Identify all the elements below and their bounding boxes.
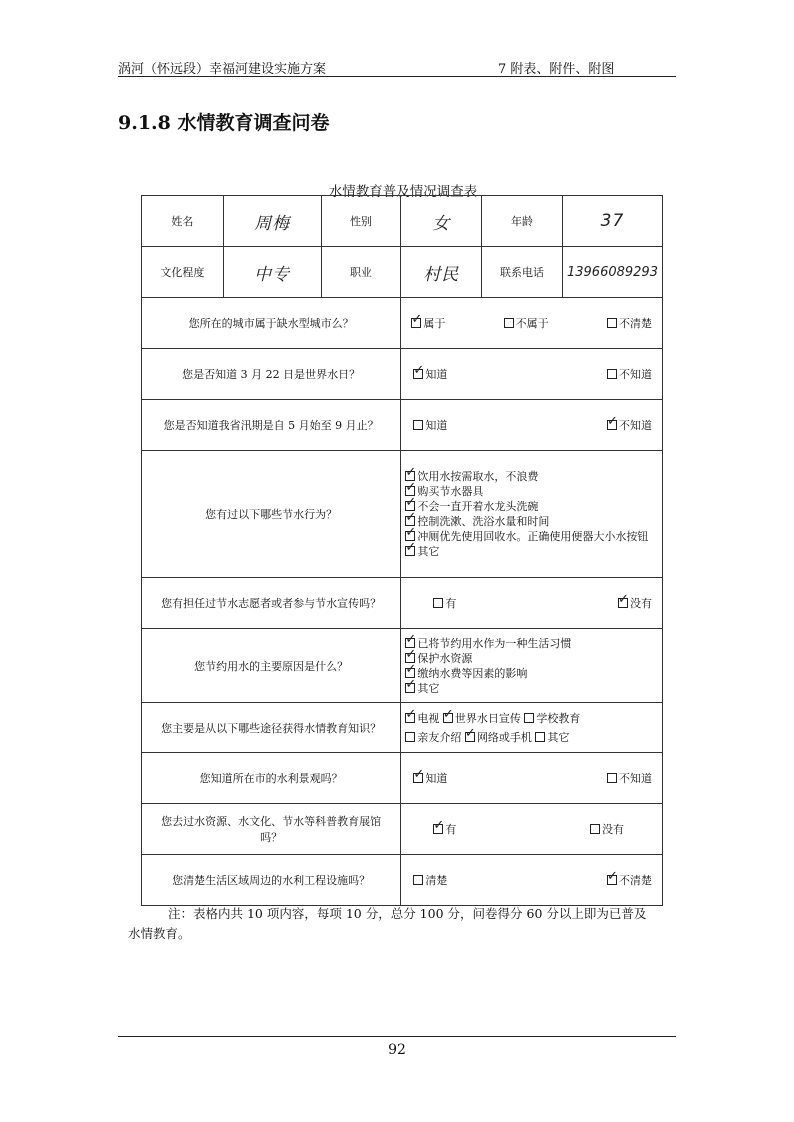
option[interactable]: ✓ 保护水资源 (405, 646, 473, 665)
option[interactable]: ✓ 知道 (413, 767, 448, 785)
survey-table (141, 195, 663, 906)
scanned-survey-form (128, 170, 668, 950)
option[interactable]: ✓ 已将节约用水作为一种生活习惯 (405, 631, 572, 650)
option[interactable]: ✓ 世界水日宣传 (442, 706, 521, 725)
table-row (142, 451, 663, 578)
value-gender: 女 (401, 196, 482, 247)
question-1: 您所在的城市属于缺水型城市么？ (142, 298, 401, 349)
form-title: 水情教育普及情况调查表 (328, 184, 478, 200)
header-rule (118, 76, 676, 77)
option[interactable]: ✓ 没有 (618, 592, 652, 610)
table-row (142, 578, 663, 629)
option[interactable]: 其它 (535, 730, 569, 745)
checkbox-checked-icon: ✓ (405, 706, 417, 722)
checkbox-checked-icon: ✓ (405, 676, 417, 692)
table-row (142, 855, 663, 906)
checkbox-icon (607, 318, 617, 328)
checkbox-checked-icon: ✓ (464, 725, 476, 741)
checkbox-checked-icon: ✓ (607, 869, 618, 884)
table-row (142, 298, 663, 349)
option[interactable]: ✓ 其它 (405, 540, 440, 558)
option[interactable]: 不清楚 (607, 315, 652, 331)
checkbox-icon (405, 732, 415, 742)
page-number: 92 (388, 1042, 406, 1058)
section-title: 9.1.8 水情教育调查问卷 (118, 112, 330, 134)
question-4: 您有过以下哪些节水行为？ (142, 451, 401, 578)
label-education: 文化程度 (142, 247, 224, 298)
option[interactable]: ✓ 饮用水按需取水，不浪费 (405, 465, 539, 483)
option[interactable]: ✓ 电视 (405, 706, 440, 725)
option[interactable]: ✓ 知道 (413, 363, 448, 381)
option[interactable]: 不知道 (607, 770, 652, 786)
option[interactable]: 有 (433, 595, 456, 611)
label-gender: 性别 (321, 196, 401, 247)
option[interactable]: 清楚 (413, 872, 447, 888)
value-job: 村民 (401, 247, 482, 298)
checkbox-checked-icon: ✓ (607, 414, 618, 429)
form-note: 注：表格内共 10 项内容，每项 10 分，总分 100 分，问卷得分 60 分以上即为已普及水情教育。 (128, 906, 647, 941)
option[interactable]: ✓ 购买节水器具 (405, 480, 484, 498)
checkbox-checked-icon: ✓ (405, 540, 417, 555)
checkbox-checked-icon: ✓ (405, 661, 417, 677)
option[interactable]: ✓ 其它 (405, 676, 440, 695)
header-chapter: 7 附表、附件、附图 (498, 62, 615, 77)
option[interactable]: ✓ 属于 (411, 312, 446, 330)
option[interactable]: 没有 (590, 821, 624, 837)
table-row (142, 804, 663, 855)
table-row (142, 753, 663, 804)
header-document-title: 涡河（怀远段）幸福河建设实施方案 (118, 62, 327, 77)
option[interactable]: 不属于 (504, 315, 549, 331)
label-job: 职业 (321, 247, 401, 298)
checkbox-checked-icon: ✓ (411, 312, 423, 327)
option[interactable]: ✓ 网络或手机 (464, 725, 532, 744)
checkbox-icon (607, 369, 617, 379)
option[interactable]: ✓ 不清楚 (607, 869, 652, 887)
option[interactable]: ✓ 控制洗漱、洗浴水量和时间 (405, 510, 550, 528)
question-9: 您去过水资源、水文化、节水等科普教育展馆吗？ (142, 804, 401, 855)
table-row (142, 400, 663, 451)
option[interactable]: 不知道 (607, 366, 652, 382)
option[interactable]: ✓ 缴纳水费等因素的影响 (405, 661, 528, 680)
checkbox-checked-icon: ✓ (405, 510, 417, 525)
value-age: 37 (562, 196, 662, 247)
checkbox-checked-icon: ✓ (405, 465, 417, 480)
checkbox-checked-icon: ✓ (405, 646, 417, 662)
checkbox-checked-icon: ✓ (405, 495, 417, 510)
option[interactable]: ✓ 不会一直开着水龙头洗碗 (405, 495, 539, 513)
table-row (142, 196, 663, 247)
checkbox-icon (413, 420, 423, 430)
option[interactable]: 亲友介绍 (405, 730, 461, 745)
option[interactable]: 知道 (413, 417, 447, 433)
option[interactable]: 学校教育 (524, 711, 580, 726)
label-phone: 联系电话 (482, 247, 563, 298)
checkbox-checked-icon: ✓ (433, 818, 445, 833)
checkbox-checked-icon: ✓ (442, 706, 454, 722)
checkbox-icon (504, 318, 514, 328)
label-age: 年龄 (482, 196, 563, 247)
checkbox-checked-icon: ✓ (405, 631, 417, 647)
question-5: 您有担任过节水志愿者或者参与节水宣传吗？ (142, 578, 401, 629)
checkbox-checked-icon: ✓ (405, 480, 417, 495)
table-row (142, 629, 663, 703)
question-2: 您是否知道 3 月 22 日是世界水日？ (142, 349, 401, 400)
checkbox-checked-icon: ✓ (618, 592, 629, 607)
option[interactable]: ✓ 冲厕优先使用回收水。正确使用便器大小水按钮 (405, 525, 649, 543)
value-name: 周梅 (223, 196, 321, 247)
checkbox-icon (535, 732, 545, 742)
question-6: 您节约用水的主要原因是什么？ (142, 629, 401, 703)
checkbox-icon (607, 773, 617, 783)
question-7: 您主要是从以下哪些途径获得水情教育知识？ (142, 703, 401, 753)
value-phone: 13966089293 (562, 247, 662, 298)
question-10: 您清楚生活区域周边的水利工程设施吗？ (142, 855, 401, 906)
checkbox-icon (524, 713, 534, 723)
footer-rule (118, 1036, 676, 1037)
option[interactable]: ✓ 不知道 (607, 414, 652, 432)
option[interactable]: ✓ 有 (433, 818, 457, 836)
checkbox-icon (590, 824, 600, 834)
checkbox-checked-icon: ✓ (413, 767, 425, 782)
checkbox-checked-icon: ✓ (405, 525, 417, 540)
table-row (142, 349, 663, 400)
table-row (142, 247, 663, 298)
question-3: 您是否知道我省汛期是自 5 月始至 9 月止？ (142, 400, 401, 451)
value-education: 中专 (223, 247, 321, 298)
checkbox-checked-icon: ✓ (413, 363, 425, 378)
checkbox-icon (413, 875, 423, 885)
label-name: 姓名 (142, 196, 224, 247)
table-row (142, 703, 663, 753)
checkbox-icon (433, 598, 443, 608)
question-8: 您知道所在市的水利景观吗？ (142, 753, 401, 804)
